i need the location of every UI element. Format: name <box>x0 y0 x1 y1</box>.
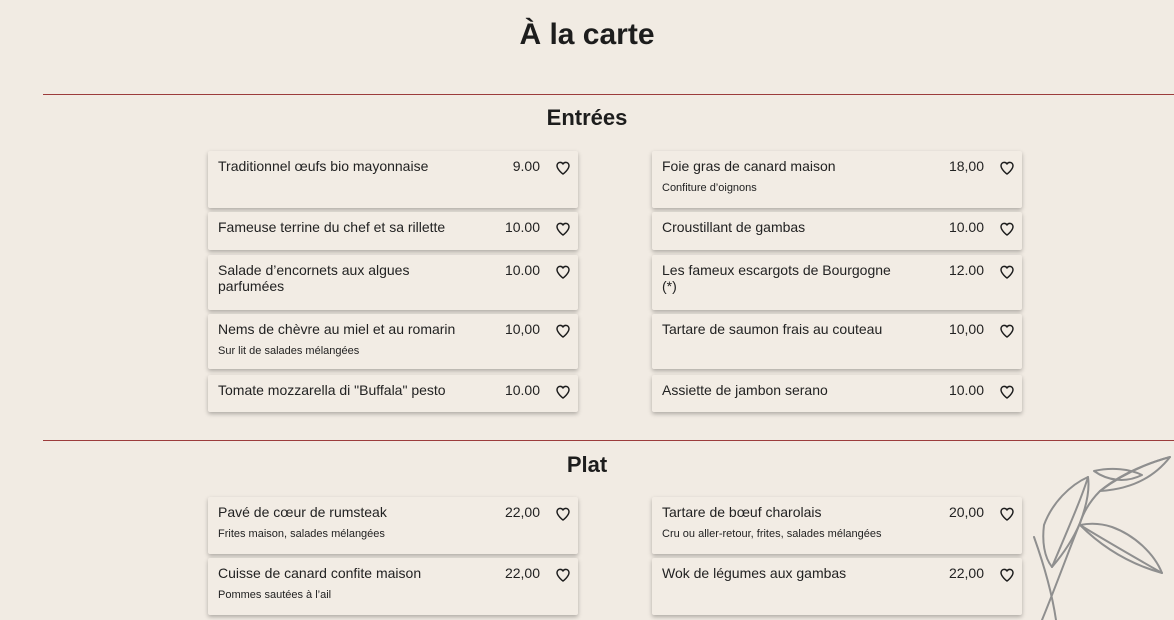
menu-item-card <box>652 558 1022 615</box>
menu-item-card <box>208 497 578 554</box>
dish-name: Fameuse terrine du chef et sa rillette <box>218 219 446 235</box>
leaf-branch-icon <box>1030 445 1174 620</box>
heart-icon[interactable] <box>999 567 1015 583</box>
menu-item-card <box>652 212 1022 250</box>
dish-name: Salade d’encornets aux algues parfumées <box>218 262 410 294</box>
dish-price: 10.00 <box>948 382 984 398</box>
menu-item-card <box>652 151 1022 208</box>
menu-item-card <box>652 255 1022 310</box>
menu-item-card <box>208 255 578 310</box>
dish-name: Tomate mozzarella di "Buffala" pesto <box>218 382 446 398</box>
dish-name: Nems de chèvre au miel et au romarin <box>218 321 456 337</box>
dish-description: Pommes sautées à l’ail <box>218 589 332 601</box>
dish-name: Pavé de cœur de rumsteak <box>218 504 387 520</box>
heart-icon[interactable] <box>555 160 571 176</box>
menu-item-card <box>652 375 1022 412</box>
dish-price: 22,00 <box>948 565 984 581</box>
dish-name: Assiette de jambon serano <box>662 382 828 398</box>
heart-icon[interactable] <box>999 221 1015 237</box>
heart-icon[interactable] <box>555 323 571 339</box>
menu-item-card <box>208 151 578 208</box>
dish-price: 22,00 <box>504 504 540 520</box>
dish-name: Tartare de saumon frais au couteau <box>662 321 883 337</box>
dish-price: 22,00 <box>504 565 540 581</box>
dish-description: Frites maison, salades mélangées <box>218 528 385 540</box>
menu-item-card <box>208 212 578 250</box>
heart-icon[interactable] <box>999 160 1015 176</box>
dish-price: 10.00 <box>948 219 984 235</box>
menu-item-card <box>652 314 1022 369</box>
heart-icon[interactable] <box>555 384 571 400</box>
dish-name: Croustillant de gambas <box>662 219 806 235</box>
dish-price: 10.00 <box>504 219 540 235</box>
dish-name: Foie gras de canard maison <box>662 158 836 174</box>
dish-description: Cru ou aller-retour, frites, salades mélangées <box>662 528 882 540</box>
dish-name: Cuisse de canard confite maison <box>218 565 422 581</box>
heart-icon[interactable] <box>555 221 571 237</box>
dish-name: Tartare de bœuf charolais <box>662 504 822 520</box>
heart-icon[interactable] <box>555 567 571 583</box>
menu-item-card <box>208 558 578 615</box>
dish-price: 18,00 <box>948 158 984 174</box>
page-title: À la carte <box>519 18 655 51</box>
heart-icon[interactable] <box>999 506 1015 522</box>
menu-item-card <box>208 375 578 412</box>
dish-price: 10,00 <box>504 321 540 337</box>
dish-description: Sur lit de salades mélangées <box>218 345 360 357</box>
dish-price: 10.00 <box>504 382 540 398</box>
dish-description: Confiture d’oignons <box>662 182 757 194</box>
dish-price: 20,00 <box>948 504 984 520</box>
dish-name: Les fameux escargots de Bourgogne (*) <box>662 262 891 294</box>
dish-price: 10.00 <box>504 262 540 278</box>
heart-icon[interactable] <box>999 264 1015 280</box>
heart-icon[interactable] <box>555 506 571 522</box>
heart-icon[interactable] <box>999 323 1015 339</box>
dish-name: Wok de légumes aux gambas <box>662 565 847 581</box>
section-divider <box>43 440 1174 441</box>
heart-icon[interactable] <box>999 384 1015 400</box>
heart-icon[interactable] <box>555 264 571 280</box>
section-title-entrees: Entrées <box>546 105 628 130</box>
dish-price: 10,00 <box>948 321 984 337</box>
menu-item-card <box>208 314 578 369</box>
section-title-plat: Plat <box>566 452 608 477</box>
menu-item-card <box>652 497 1022 554</box>
dish-name: Traditionnel œufs bio mayonnaise <box>218 158 429 174</box>
dish-price: 12.00 <box>948 262 984 278</box>
section-divider <box>43 94 1174 95</box>
dish-price: 9.00 <box>512 158 540 174</box>
